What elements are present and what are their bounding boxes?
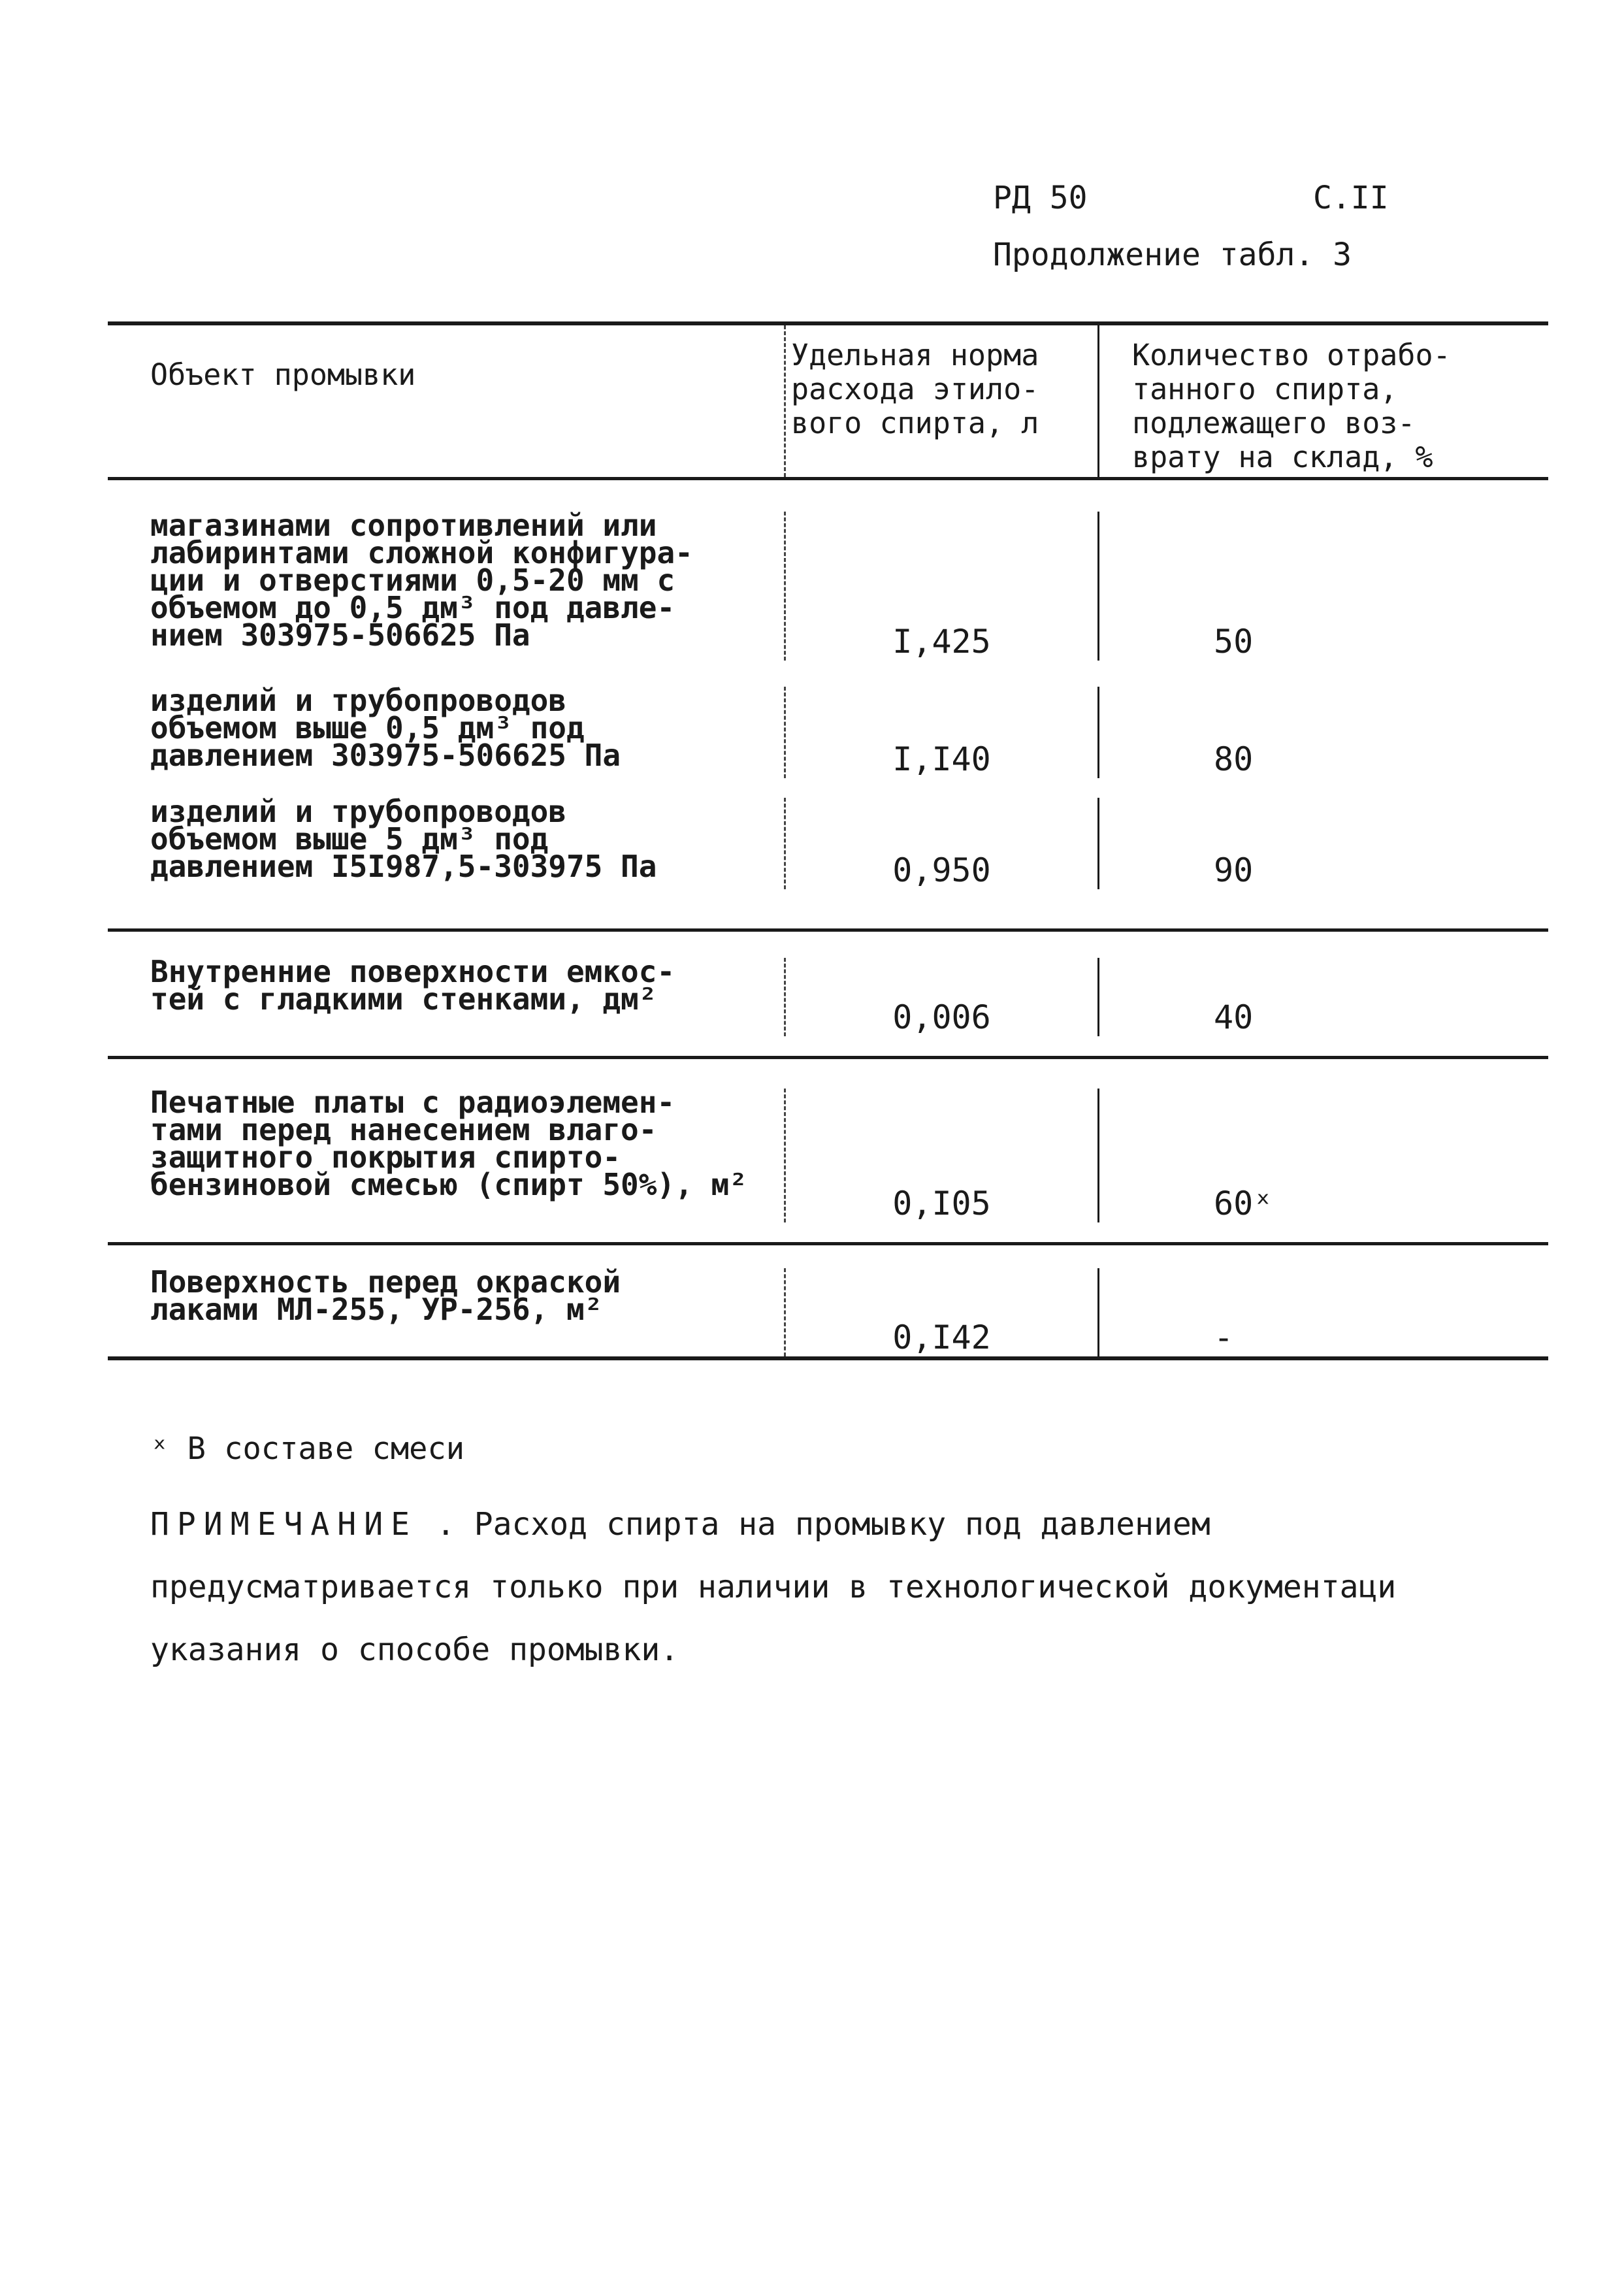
object-line: давлением 303975-506625 Па <box>150 738 621 773</box>
table-row <box>108 508 1548 661</box>
column-header-norm <box>784 325 1097 477</box>
return-value: 60ˣ <box>1097 1089 1548 1222</box>
table <box>108 321 1548 1360</box>
object-cell <box>108 1085 784 1222</box>
column-header-return-line: танного спирта, <box>1132 372 1398 406</box>
object-line: ции и отверстиями 0,5-20 мм с <box>150 563 675 598</box>
table-header-row <box>108 325 1548 477</box>
object-line: лабиринтами сложной конфигура- <box>150 535 693 570</box>
object-line: объемом выше 0,5 дм³ под <box>150 710 585 746</box>
note-text: . Расход спирта на промывку под давлением <box>436 1506 1210 1543</box>
object-line: давлением I5I987,5-303975 Па <box>150 849 657 884</box>
column-header-return-line: врату на склад, % <box>1132 440 1433 474</box>
object-line: тей с гладкими стенками, дм² <box>150 981 657 1017</box>
return-value: 50 <box>1097 512 1548 661</box>
norm-value: I,425 <box>784 512 1097 661</box>
object-line: лаками МЛ-255, УР-256, м² <box>150 1292 603 1327</box>
return-value: - <box>1097 1268 1548 1356</box>
note <box>150 1493 1587 1681</box>
doc-code: РД 50 <box>993 180 1088 216</box>
page-number: С.II <box>1313 180 1389 216</box>
object-line: магазинами сопротивлений или <box>150 508 657 543</box>
table-bottom-rule <box>108 1356 1548 1360</box>
return-value: 90 <box>1097 798 1548 889</box>
object-cell <box>108 954 784 1036</box>
table-continuation-label: Продолжение табл. 3 <box>993 237 1352 273</box>
object-line: нием 303975-506625 Па <box>150 617 530 653</box>
object-line: Печатные платы с радиоэлемен- <box>150 1085 675 1120</box>
table-row <box>108 932 1548 1036</box>
object-line: Поверхность перед окраской <box>150 1264 621 1300</box>
column-header-return-line: подлежащего воз- <box>1132 406 1416 440</box>
column-header-return-line: Количество отрабо- <box>1132 338 1451 372</box>
table-row <box>108 1245 1548 1356</box>
column-header-norm-line: расхода этило- <box>791 372 1039 406</box>
note-label: ПРИМЕЧАНИЕ <box>150 1506 417 1543</box>
table-row <box>108 794 1548 889</box>
column-header-object: Объект промывки <box>150 357 416 392</box>
object-line: объемом до 0,5 дм³ под давле- <box>150 590 675 625</box>
object-line: изделий и трубопроводов <box>150 794 566 829</box>
object-line: защитного покрытия спирто- <box>150 1139 621 1175</box>
norm-value: 0,006 <box>784 958 1097 1036</box>
object-line: тами перед нанесением влаго- <box>150 1112 657 1147</box>
column-header-norm-line: вого спирта, л <box>791 406 1039 440</box>
norm-value: 0,I05 <box>784 1089 1097 1222</box>
object-cell <box>108 508 784 661</box>
note-text: указания о способе промывки. <box>150 1631 679 1668</box>
norm-value: 0,950 <box>784 798 1097 889</box>
object-line: Внутренние поверхности емкос- <box>150 954 675 989</box>
object-line: бензиновой смесью (спирт 50%), м² <box>150 1167 747 1202</box>
table-row <box>108 1059 1548 1222</box>
column-header-norm-line: Удельная норма <box>791 338 1039 372</box>
norm-value: 0,I42 <box>784 1268 1097 1356</box>
table-row-group <box>108 480 1548 889</box>
return-value: 80 <box>1097 687 1548 778</box>
note-text: предусматривается только при наличии в технологической документаци <box>150 1569 1397 1605</box>
object-line: объемом выше 5 дм³ под <box>150 821 549 857</box>
return-value: 40 <box>1097 958 1548 1036</box>
object-cell <box>108 794 784 889</box>
table-row <box>108 683 1548 778</box>
object-line: изделий и трубопроводов <box>150 683 566 718</box>
norm-value: I,I40 <box>784 687 1097 778</box>
column-header-return <box>1097 325 1548 477</box>
footnote: ˣ В составе смеси <box>150 1431 465 1467</box>
object-cell <box>108 1264 784 1356</box>
object-cell <box>108 683 784 778</box>
